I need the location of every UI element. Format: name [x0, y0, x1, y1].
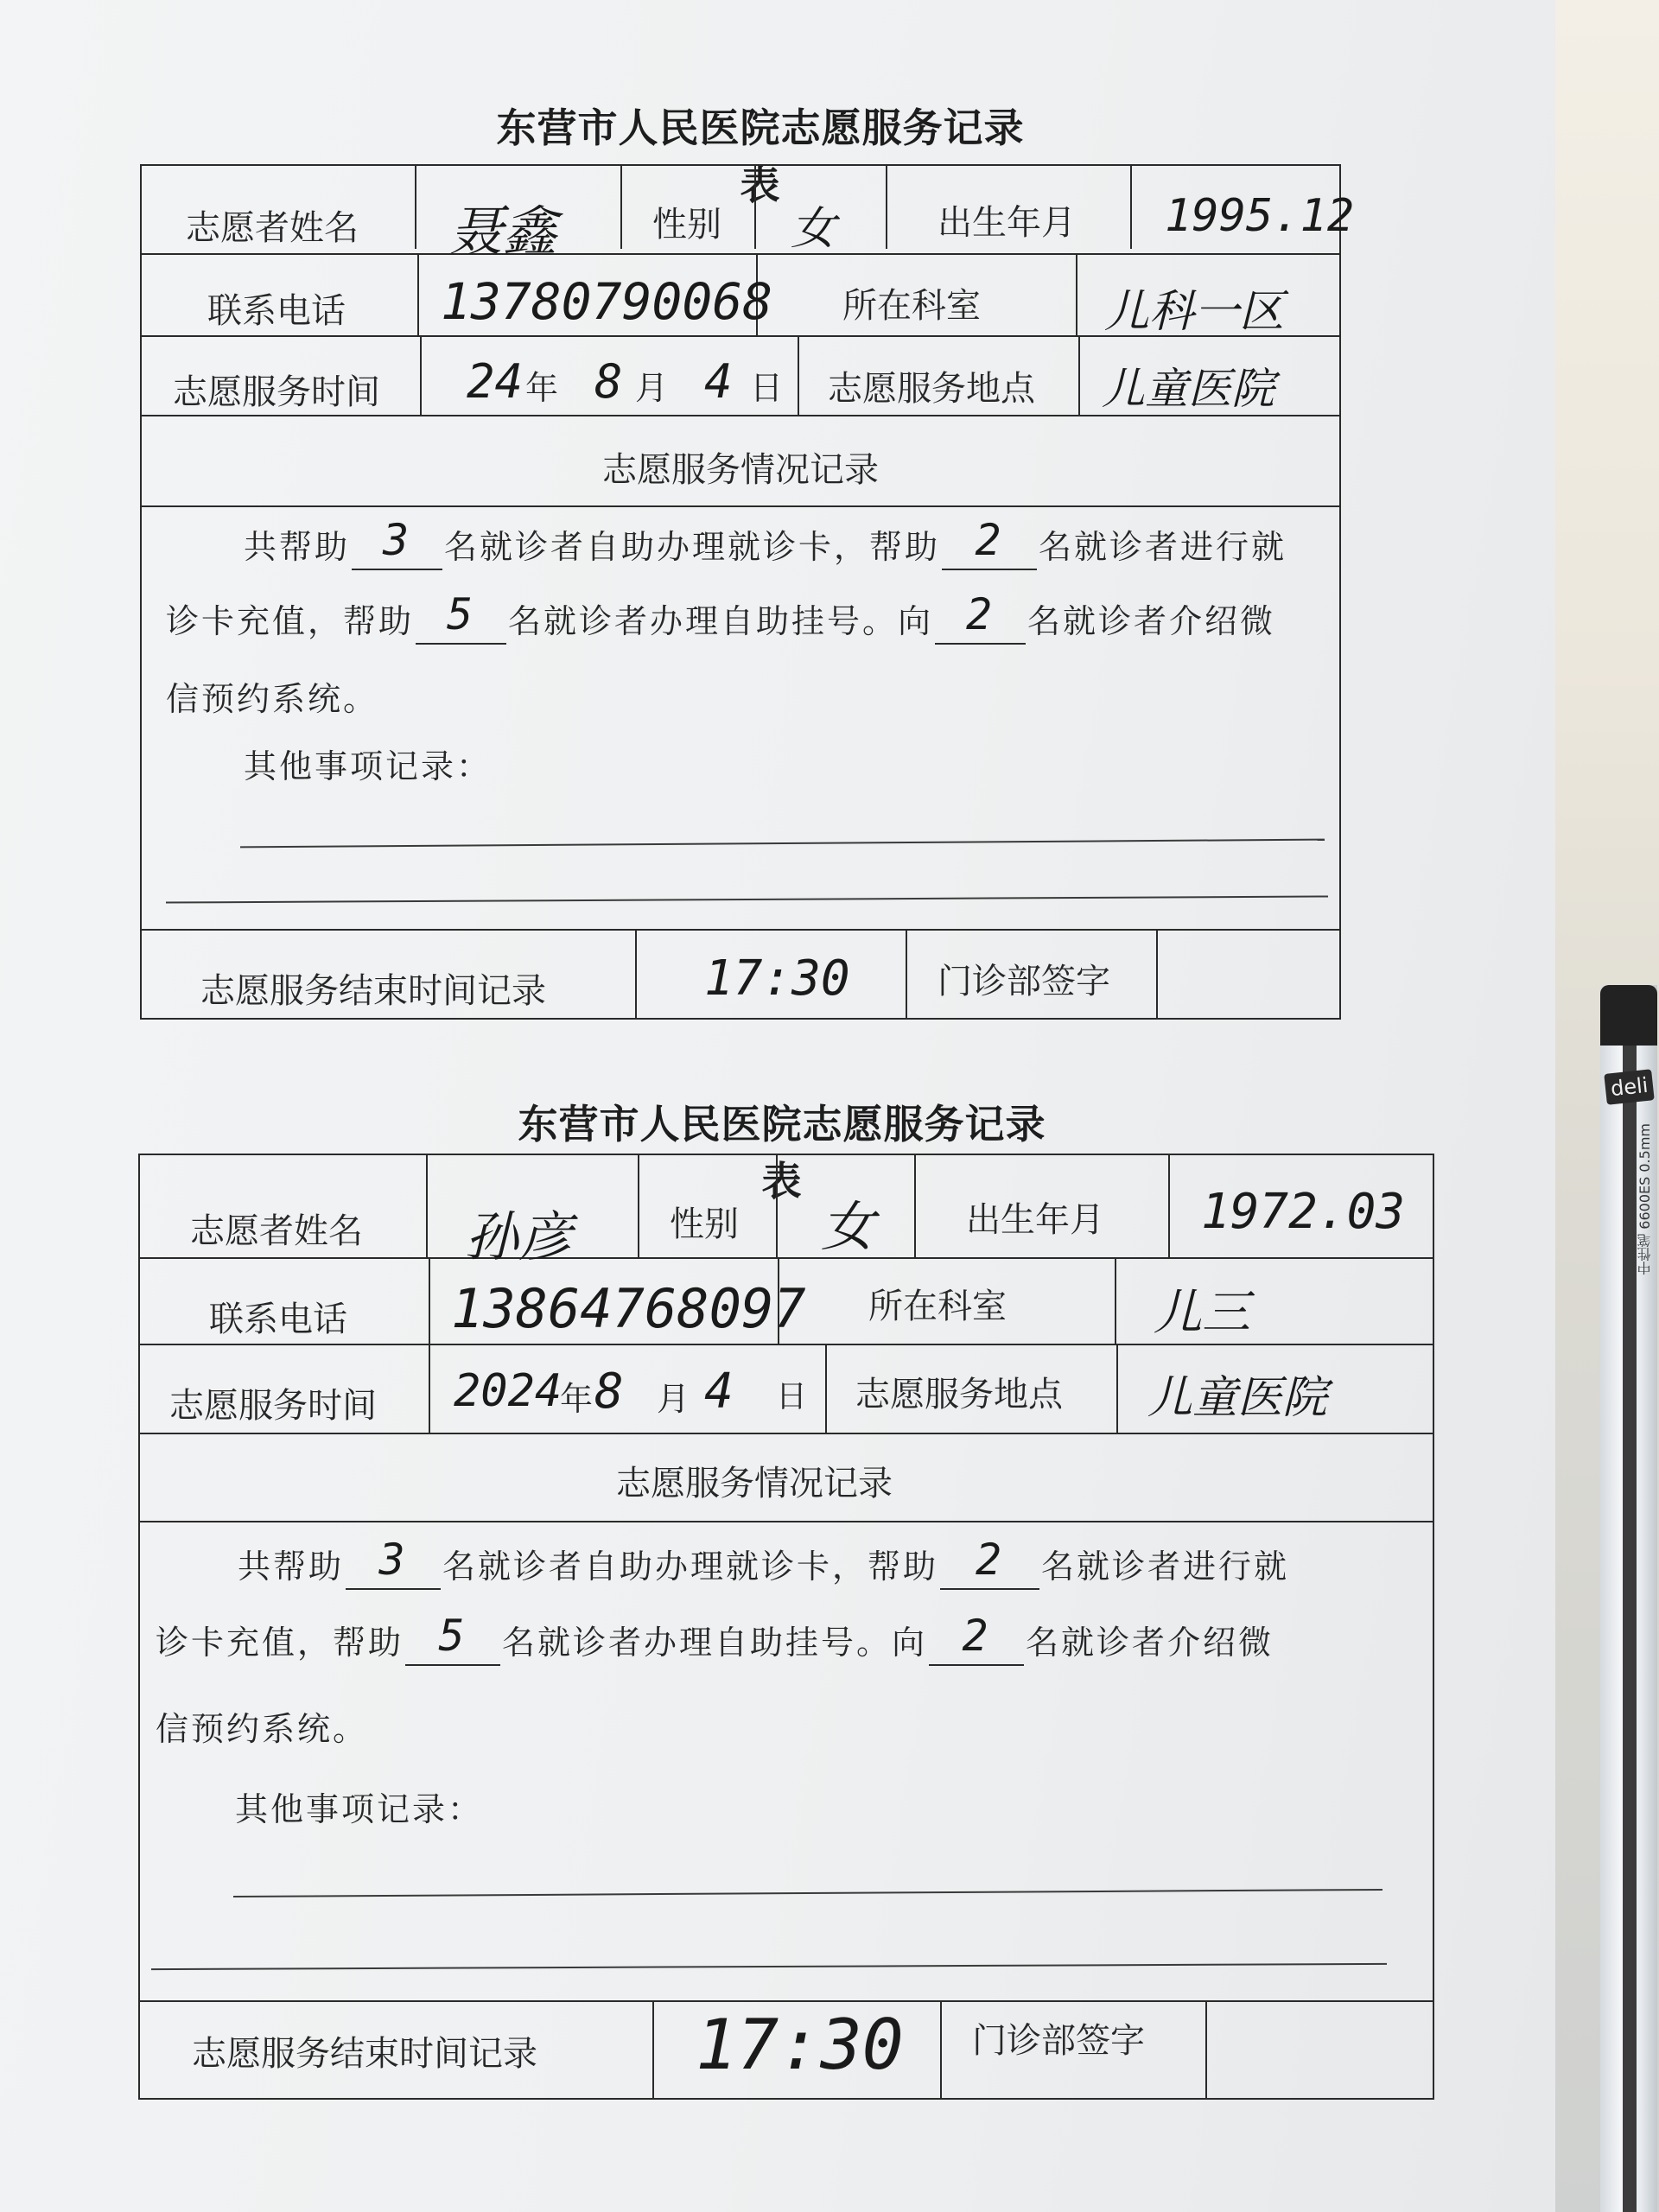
value-volunteer-name[interactable]: 孙彦	[465, 1205, 573, 1268]
unit-month: 月	[635, 369, 669, 407]
value-department[interactable]: 儿科一区	[1104, 286, 1285, 338]
value-phone[interactable]: 13864768097	[451, 1277, 806, 1340]
label-other-records: 其他事项记录：	[235, 1790, 484, 1828]
label-volunteer-name: 志愿者姓名	[190, 1211, 363, 1251]
label-other-records: 其他事项记录：	[244, 747, 493, 785]
unit-year: 年	[525, 369, 559, 407]
count-card-helped[interactable]: 3	[382, 515, 412, 565]
value-department[interactable]: 儿三	[1154, 1285, 1250, 1341]
value-service-place[interactable]: 儿童医院	[1102, 364, 1274, 414]
record-line-1: 共帮助 3 名就诊者自助办理就诊卡，帮助 2 名就诊者进行就	[244, 518, 1287, 570]
label-end-time: 志愿服务结束时间记录	[200, 971, 546, 1011]
value-service-place[interactable]: 儿童医院	[1147, 1372, 1328, 1424]
label-department: 所在科室	[842, 286, 981, 326]
signature-field[interactable]	[1160, 933, 1337, 1016]
value-gender[interactable]: 女	[791, 203, 836, 255]
count-wechat-introduced[interactable]: 2	[962, 1611, 991, 1661]
value-gender[interactable]: 女	[821, 1195, 875, 1258]
label-gender: 性别	[670, 1205, 739, 1244]
pen-brand-logo: deli	[1604, 1069, 1655, 1105]
label-service-place: 志愿服务地点	[828, 369, 1035, 409]
count-registration-helped[interactable]: 5	[446, 589, 476, 639]
label-service-time: 志愿服务时间	[173, 372, 380, 412]
label-record-header: 志愿服务情况记录	[602, 450, 879, 490]
record-line-1: 共帮助 3 名就诊者自助办理就诊卡，帮助 2 名就诊者进行就	[238, 1538, 1289, 1590]
label-phone: 联系电话	[209, 1300, 347, 1339]
value-end-time[interactable]: 17:30	[704, 950, 850, 1007]
signature-field[interactable]	[1210, 2005, 1430, 2095]
value-service-year[interactable]: 24	[467, 354, 524, 409]
record-line-2: 诊卡充值，帮助 5 名就诊者办理自助挂号。向 2 名就诊者介绍微	[156, 1614, 1274, 1666]
label-department: 所在科室	[868, 1287, 1007, 1326]
label-signature: 门诊部签字	[972, 2021, 1145, 2061]
label-birth: 出生年月	[938, 203, 1076, 243]
count-wechat-introduced[interactable]: 2	[965, 589, 995, 639]
value-birth[interactable]: 1972.03	[1201, 1184, 1406, 1240]
unit-day: 日	[776, 1379, 808, 1414]
label-service-time: 志愿服务时间	[169, 1386, 377, 1426]
count-recharge-helped[interactable]: 2	[975, 1535, 1005, 1585]
value-volunteer-name[interactable]: 聂鑫	[449, 200, 557, 263]
pen-cap	[1600, 985, 1657, 1046]
label-gender: 性别	[652, 205, 721, 245]
value-service-month[interactable]: 8	[594, 354, 623, 409]
value-service-year[interactable]: 2024	[454, 1365, 563, 1417]
value-service-day[interactable]: 4	[704, 354, 733, 409]
value-phone[interactable]: 13780790068	[441, 272, 773, 331]
record-line-3: 信预约系统。	[156, 1710, 369, 1748]
count-recharge-helped[interactable]: 2	[975, 515, 1004, 565]
value-service-month[interactable]: 8	[594, 1363, 624, 1420]
value-end-time[interactable]: 17:30	[696, 2005, 904, 2085]
label-phone: 联系电话	[207, 291, 346, 331]
label-volunteer-name: 志愿者姓名	[186, 208, 359, 248]
value-birth[interactable]: 1995.12	[1165, 190, 1355, 242]
count-card-helped[interactable]: 3	[378, 1535, 408, 1585]
value-service-day[interactable]: 4	[704, 1363, 734, 1420]
label-service-place: 志愿服务地点	[855, 1375, 1063, 1414]
form-title: 东营市人民医院志愿服务记录表	[518, 1103, 1046, 1204]
label-record-header: 志愿服务情况记录	[616, 1464, 893, 1503]
label-birth: 出生年月	[966, 1200, 1104, 1240]
pen-label: 中性笔 6600ES 0.5mm	[1637, 1123, 1653, 1275]
unit-month: 月	[657, 1380, 690, 1418]
label-end-time: 志愿服务结束时间记录	[192, 2034, 537, 2074]
unit-day: 日	[750, 369, 784, 407]
count-registration-helped[interactable]: 5	[438, 1611, 467, 1661]
unit-year: 年	[560, 1380, 594, 1418]
form-title: 东营市人民医院志愿服务记录表	[496, 106, 1025, 207]
label-signature: 门诊部签字	[938, 962, 1110, 1001]
record-line-2: 诊卡充值，帮助 5 名就诊者办理自助挂号。向 2 名就诊者介绍微	[166, 593, 1275, 645]
record-line-3: 信预约系统。	[166, 680, 379, 718]
